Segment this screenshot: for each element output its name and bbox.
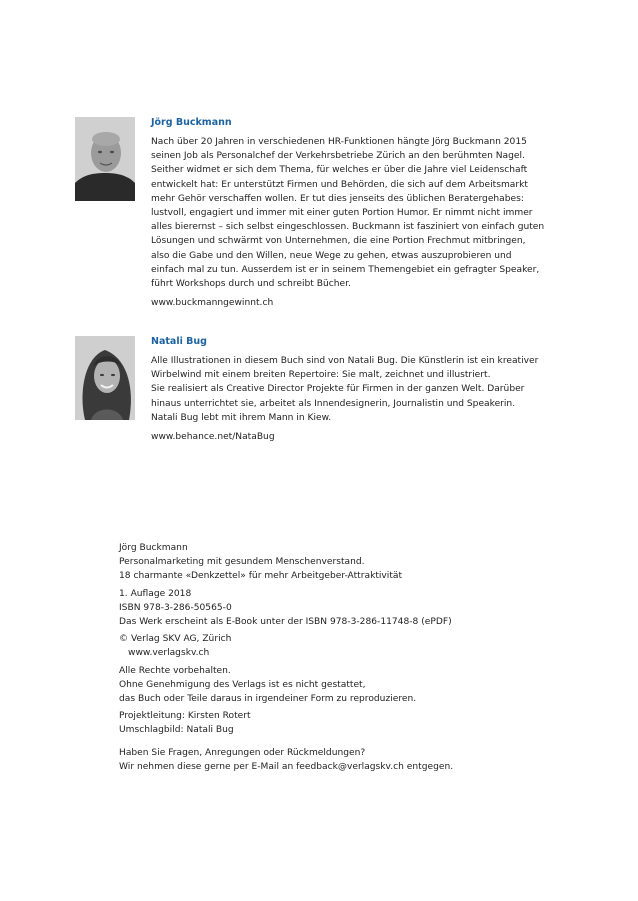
bio-line: mehr Gehör verschaffen wollen. Er tut dies jenseits des üblichen Beratergehabes: [151, 193, 524, 204]
imprint-edition-block [119, 587, 589, 630]
imprint-author: Jörg Buckmann [119, 543, 188, 553]
bio-line: Seither widmet er sich dem Thema, für welches er über die Jahre viel Leidenschaft [151, 165, 528, 176]
bio-line: einfach mal zu tun. Ausserdem ist er in seinem Themengebiet ein gefragter Speaker, [151, 264, 540, 275]
portrait-man-icon [75, 117, 135, 201]
author-bio [151, 354, 551, 425]
bio-line: hinaus unterrichtet sie, arbeitet als Innendesignerin, Journalistin und Speakerin. [151, 398, 516, 409]
imprint-section [119, 541, 589, 777]
imprint-publisher: © Verlag SKV AG, Zürich [119, 634, 232, 645]
imprint-isbn: ISBN 978-3-286-50565-0 [119, 602, 232, 613]
rights-line: Ohne Genehmigung des Verlags ist es nicht gestattet, [119, 679, 366, 690]
bio-line: Natali Bug lebt mit ihrem Mann in Kiew. [151, 412, 332, 423]
author-website-link[interactable]: www.behance.net/NataBug [151, 432, 275, 443]
imprint-edition: 1. Auflage 2018 [119, 588, 192, 599]
author-photo-buckmann [75, 117, 135, 201]
imprint-publisher-block [119, 632, 589, 660]
bio-line: also die Gabe und den Willen, neue Wege zu gehen, etwas auszuprobieren und [151, 250, 512, 261]
author-photo-bug [75, 336, 135, 420]
bio-line: Sie realisiert als Creative Director Projekte für Firmen in der ganzen Welt. Darüber [151, 384, 525, 395]
bio-line: alles bierernst – sich selbst eingeschlossen. Buckmann ist fasziniert von einfach guten [151, 222, 545, 233]
author-bio [151, 135, 551, 291]
bio-line: Nach über 20 Jahren in verschiedenen HR-Funktionen hängte Jörg Buckmann 2015 [151, 137, 527, 147]
imprint-ebook-isbn: Das Werk erscheint als E-Book unter der ISBN 978-3-286-11748-8 (ePDF) [119, 617, 452, 628]
bio-line: Wirbelwind mit einem breiten Repertoire: Sie malt, zeichnet und illustriert. [151, 370, 491, 381]
imprint-credits-block [119, 709, 589, 737]
author-website-link[interactable]: www.buckmanngewinnt.ch [151, 298, 274, 309]
contact-line: Haben Sie Fragen, Anregungen oder Rückmeldungen? [119, 747, 366, 758]
imprint-title-block [119, 541, 589, 584]
credit-line: Umschlagbild: Natali Bug [119, 725, 234, 736]
portrait-woman-icon [75, 336, 135, 420]
bio-line: führt Workshops durch und schreibt Bücher. [151, 279, 351, 290]
credit-line: Projektleitung: Kirsten Rotert [119, 711, 251, 722]
imprint-title: Personalmarketing mit gesundem Menschenverstand. [119, 557, 365, 568]
author-name: Natali Bug [151, 336, 207, 347]
imprint-contact-block [119, 746, 589, 774]
bio-line: Alle Illustrationen in diesem Buch sind von Natali Bug. Die Künstlerin ist ein kreativer [151, 356, 539, 366]
contact-line: Wir nehmen diese gerne per E-Mail an feedback@verlagskv.ch entgegen. [119, 761, 454, 772]
imprint-rights-block [119, 664, 589, 707]
bio-line: seinen Job als Personalchef der Verkehrsbetriebe Zürich an den berühmten Nagel. [151, 151, 525, 162]
imprint-publisher-link[interactable]: www.verlagskv.ch [128, 648, 210, 659]
rights-line: das Buch oder Teile daraus in irgendeiner Form zu reproduzieren. [119, 694, 417, 705]
imprint-subtitle: 18 charmante «Denkzettel» für mehr Arbeitgeber-Attraktivität [119, 571, 403, 582]
rights-line: Alle Rechte vorbehalten. [119, 665, 231, 676]
bio-line: Lösungen und schwärmt von Unternehmen, die eine Portion Frechmut mitbringen, [151, 236, 526, 247]
bio-line: lustvoll, engagiert und immer mit einer guten Portion Humor. Er nimmt nicht immer [151, 208, 533, 219]
bio-line: entwickelt hat: Er unterstützt Firmen und Behörden, die sich auf dem Arbeitsmarkt [151, 179, 528, 190]
author-name: Jörg Buckmann [151, 117, 232, 128]
